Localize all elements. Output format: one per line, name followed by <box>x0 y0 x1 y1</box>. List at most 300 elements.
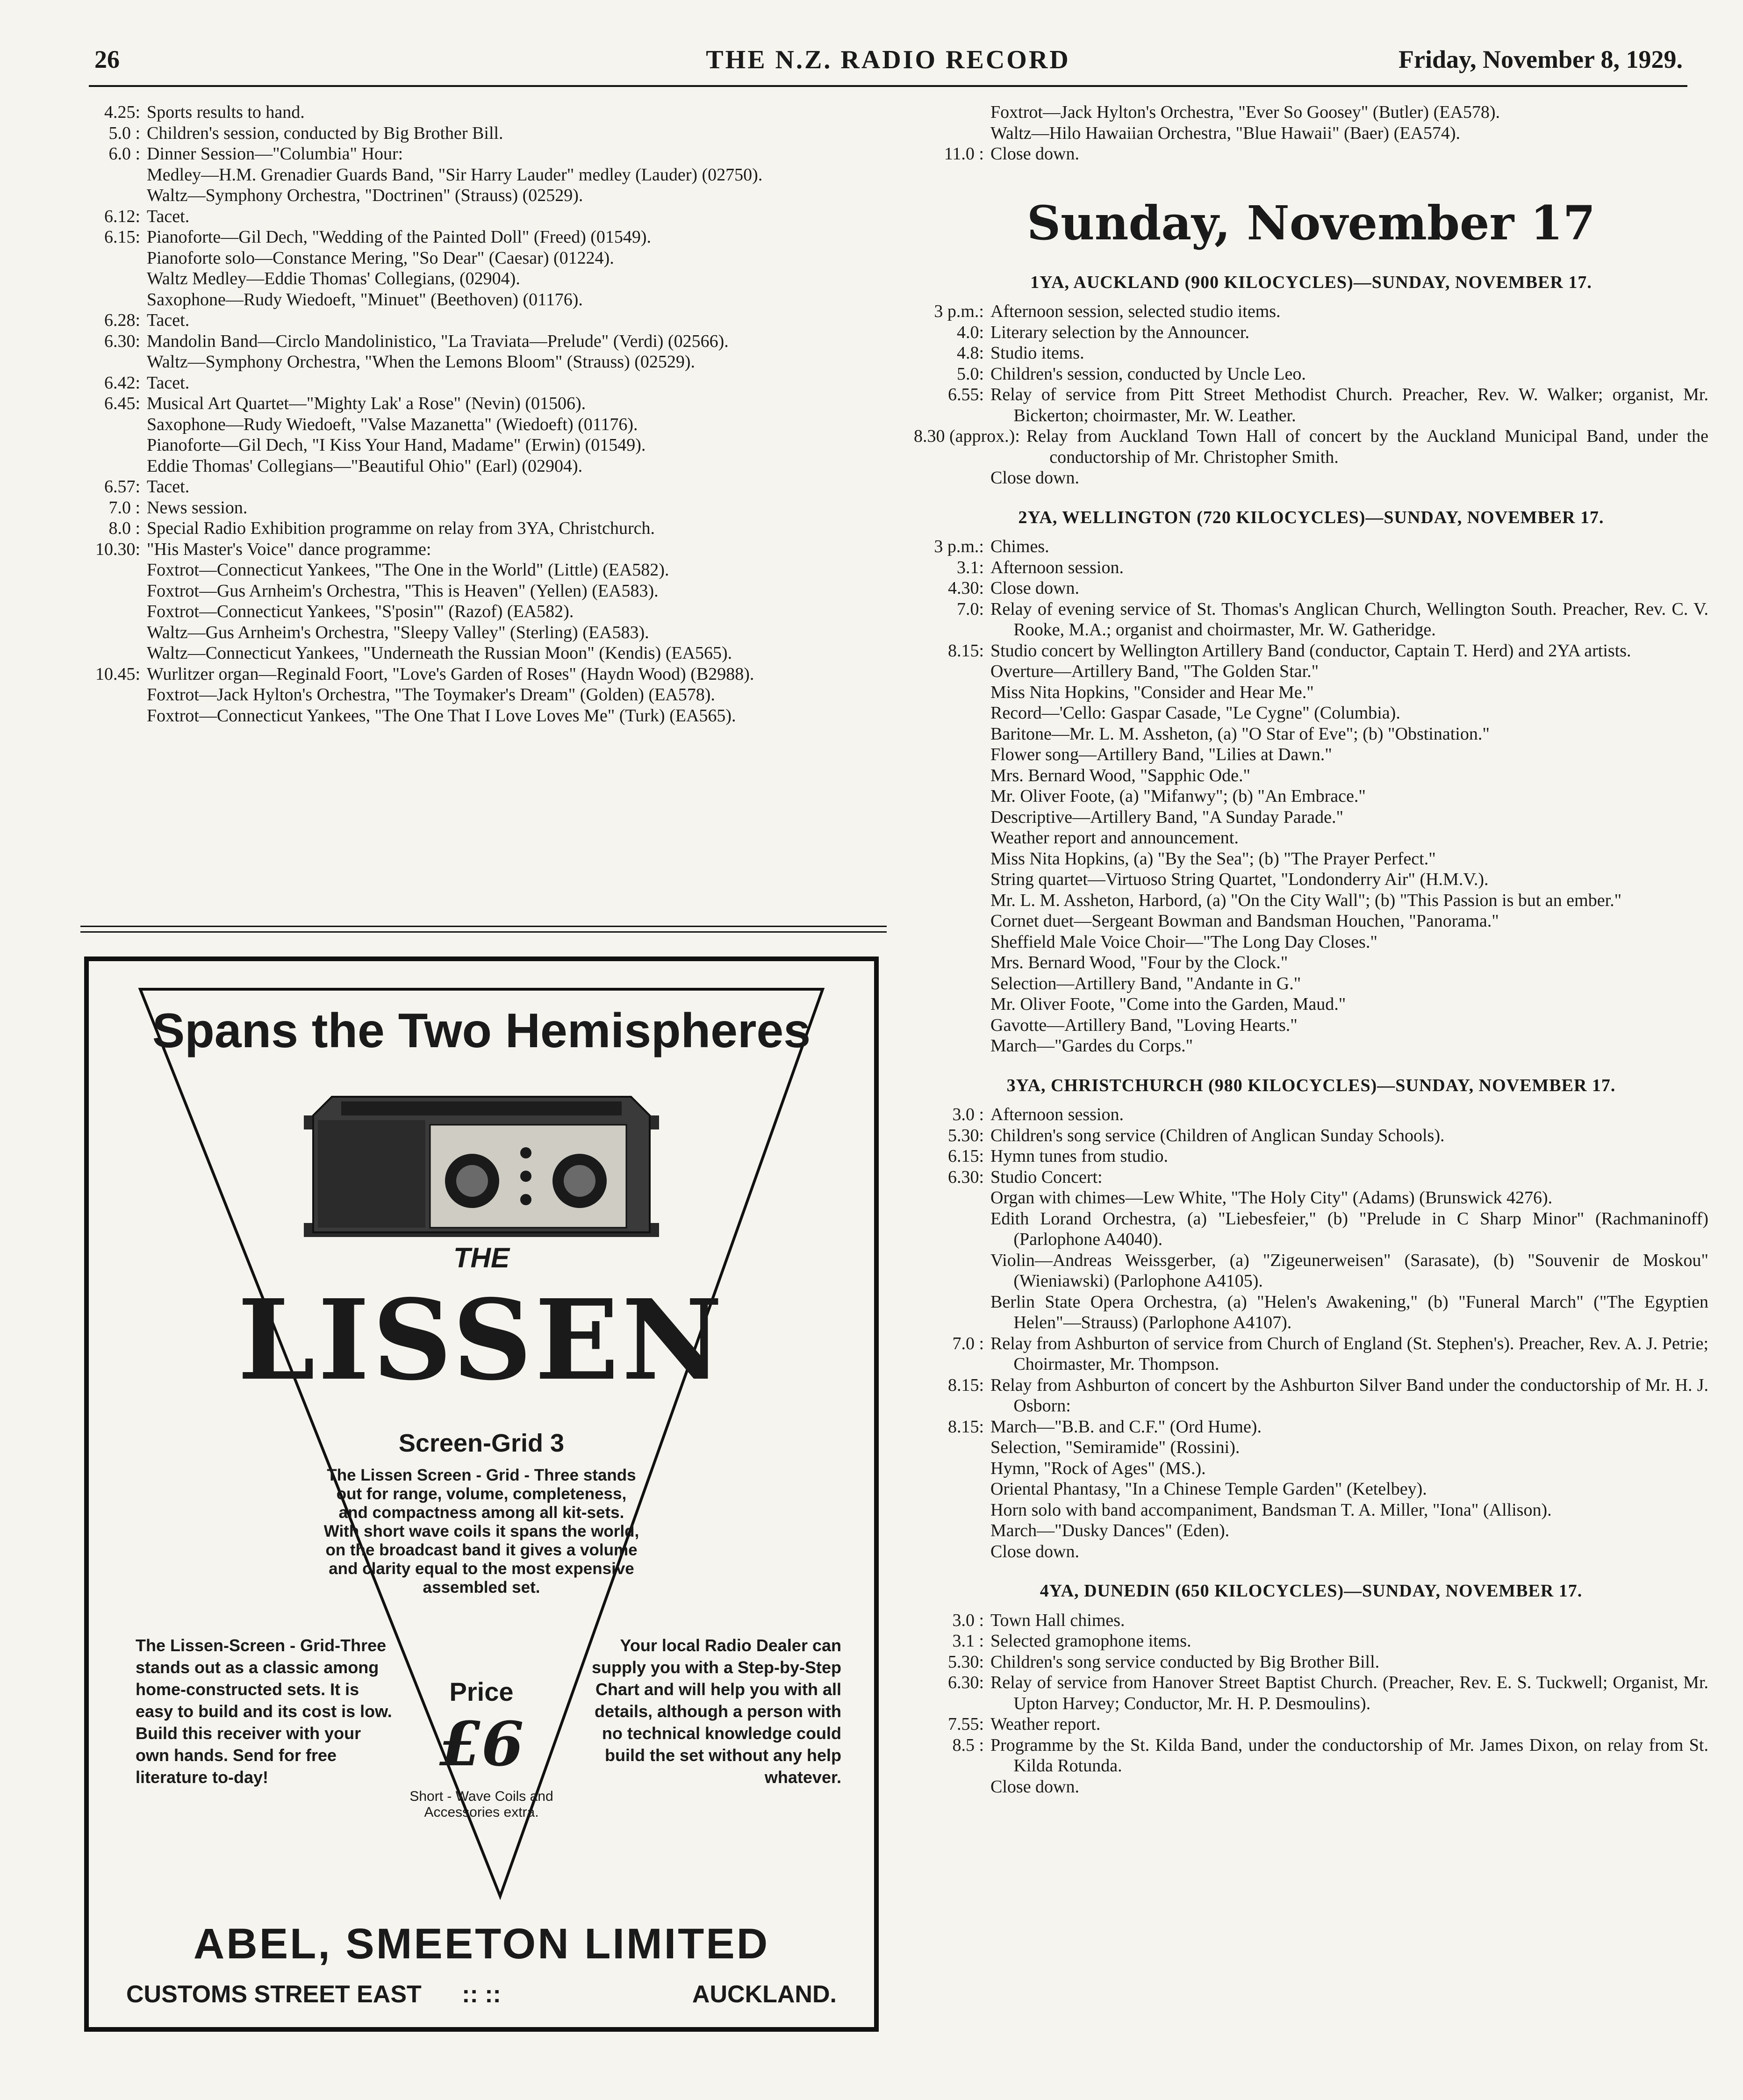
programme-entry <box>70 684 869 705</box>
entry-text: Pianoforte—Gil Dech, "Wedding of the Painted Doll" (Freed) (01549). <box>147 227 652 247</box>
programme-entry <box>914 426 1708 467</box>
entry-time <box>70 643 147 664</box>
entry-text: Waltz—Gus Arnheim's Orchestra, "Sleepy Valley" (Sterling) (EA583). <box>147 622 649 642</box>
programme-entry <box>914 744 1708 765</box>
entry-text: Tacet. <box>147 477 190 496</box>
entry-time <box>914 1437 990 1458</box>
entry-text: Flower song—Artillery Band, "Lilies at Dawn." <box>990 745 1332 764</box>
right-column-programme <box>914 102 1708 1797</box>
entry-time <box>914 1458 990 1479</box>
dealer-name: ABEL, SMEETON LIMITED <box>193 1920 770 1968</box>
entry-text: Close down. <box>990 578 1079 598</box>
price-label: Price <box>449 1677 514 1706</box>
programme-entry <box>914 1036 1708 1057</box>
programme-entry <box>70 227 869 248</box>
programme-entry <box>70 102 869 123</box>
entry-text: March—"Gardes du Corps." <box>990 1036 1193 1056</box>
entry-text: Relay of service from Pitt Street Methodist Church. Preacher, Rev. W. Walker; organist, Mr. Bickerton; choirmaster, Mr. W. Leather. <box>990 385 1708 425</box>
programme-entry <box>914 1333 1708 1375</box>
entry-time <box>914 952 990 973</box>
programme-entry <box>914 1015 1708 1036</box>
entry-time: 10.30: <box>95 539 140 559</box>
programme-entry <box>914 661 1708 682</box>
entry-time <box>914 1541 990 1562</box>
entry-time: 8.30 (approx.): <box>914 426 1020 446</box>
ad-center-copy: The Lissen Screen - Grid - Three stands out for range, volume, completeness, and compactness among all kit-sets. With short wave coils it spans the world, on the broadcast band it gives a volume and clarity equal to the most expensive assembled set. <box>323 1466 639 1597</box>
entry-time <box>70 248 147 269</box>
entry-text: Mrs. Bernard Wood, "Four by the Clock." <box>990 953 1288 972</box>
entry-text: Relay of evening service of St. Thomas's Anglican Church, Wellington South. Preacher, Rev. C. V. Rooke, M.A.; organist and choirmaster, Mr. W. Gatheridge. <box>990 599 1708 640</box>
entry-text: News session. <box>147 497 248 518</box>
entry-time <box>914 849 990 870</box>
entry-time: 3.1 : <box>952 1631 984 1651</box>
entry-text: Miss Nita Hopkins, "Consider and Hear Me." <box>990 682 1314 702</box>
entry-time <box>70 289 147 310</box>
entry-text: Close down. <box>990 468 1079 488</box>
entry-text: Saxophone—Rudy Wiedoeft, "Valse Mazanetta" (Wiedoeft) (01176). <box>147 414 638 434</box>
address-separator: :: :: <box>462 1981 501 2008</box>
programme-entry <box>914 973 1708 994</box>
entry-text: Foxtrot—Connecticut Yankees, "The One That I Love Loves Me" (Turk) (EA565). <box>147 705 736 726</box>
entry-time: 8.5 : <box>952 1735 984 1755</box>
programme-entry <box>914 952 1708 973</box>
entry-text: Mandolin Band—Circlo Mandolinistico, "La Traviata—Prelude" (Verdi) (02566). <box>147 331 729 351</box>
programme-entry <box>70 581 869 602</box>
entry-text: Foxtrot—Connecticut Yankees, "S'posin'" (Razof) (EA582). <box>147 602 574 621</box>
programme-entry <box>914 1541 1708 1562</box>
entry-text: Close down. <box>990 144 1079 164</box>
programme-entry <box>914 1520 1708 1541</box>
entry-time <box>914 1776 990 1798</box>
entry-text: Edith Lorand Orchestra, (a) "Liebesfeier," (b) "Prelude in C Sharp Minor" (Rachmaninoff) (Parlophone A4040). <box>990 1208 1708 1249</box>
entry-time: 5.30: <box>947 1125 984 1145</box>
entry-text: Mrs. Bernard Wood, "Sapphic Ode." <box>990 765 1251 785</box>
entry-text: Berlin State Opera Orchestra, (a) "Helen's Awakening," (b) "Funeral March" ("The Egyptien Helen"—Strauss) (Parlophone A4107). <box>990 1292 1708 1332</box>
programme-entry <box>70 352 869 373</box>
entry-text: Organ with chimes—Lew White, "The Holy City" (Adams) (Brunswick 4276). <box>990 1188 1553 1208</box>
programme-entry <box>914 557 1708 578</box>
ad-left-copy: The Lissen-Screen - Grid-Three stands out as a classic among home-constructed sets. It is easy to build and its cost is low. Build this receiver with your own hands. Send for free literature to-day! <box>136 1636 392 1787</box>
entry-text: Tacet. <box>147 373 190 393</box>
entry-time: 3 p.m.: <box>934 302 984 321</box>
entry-text: Descriptive—Artillery Band, "A Sunday Parade." <box>990 807 1343 827</box>
programme-entry <box>914 1479 1708 1500</box>
ad-headline: Spans the Two Hemispheres <box>152 1004 811 1058</box>
entry-text: Waltz—Connecticut Yankees, "Underneath the Russian Moon" (Kendis) (EA565). <box>147 643 732 663</box>
programme-entry <box>914 1672 1708 1714</box>
entry-time: 11.0 : <box>944 144 984 164</box>
entry-text: Tacet. <box>147 206 190 226</box>
entry-time: 8.15: <box>947 1375 984 1395</box>
programme-entry <box>70 310 869 331</box>
programme-entry <box>914 1375 1708 1417</box>
entry-time: 6.28: <box>104 310 140 330</box>
entry-time: 6.0 : <box>108 144 140 164</box>
day-heading: Sunday, November 17 <box>1026 195 1596 251</box>
programme-entry <box>914 578 1708 599</box>
price-value: £6 <box>439 1708 524 1780</box>
station-block <box>914 272 1708 489</box>
entry-time <box>914 1479 990 1500</box>
entry-time <box>914 661 990 682</box>
programme-entry <box>914 994 1708 1015</box>
entry-text: Horn solo with band accompaniment, Bandsman T. A. Miller, "Iona" (Allison). <box>990 1500 1552 1520</box>
station-heading: 1YA, AUCKLAND (900 KILOCYCLES)—SUNDAY, NOVEMBER 17. <box>1030 272 1592 292</box>
entry-text: Musical Art Quartet—"Mighty Lak' a Rose" (Nevin) (01506). <box>147 394 586 413</box>
entry-time: 4.8: <box>956 343 984 363</box>
programme-entry <box>70 248 869 269</box>
entry-text: Foxtrot—Connecticut Yankees, "The One in the World" (Little) (EA582). <box>147 560 669 580</box>
entry-time <box>914 1036 990 1057</box>
entry-text: String quartet—Virtuoso String Quartet, "Londonderry Air" (H.M.V.). <box>990 870 1489 889</box>
entry-text: Mr. L. M. Assheton, Harbord, (a) "On the City Wall"; (b) "This Passion is but an ember." <box>990 890 1622 910</box>
programme-entry <box>70 664 869 685</box>
entry-text: Children's song service (Children of Anglican Sunday Schools). <box>990 1125 1445 1145</box>
entry-text: Afternoon session, selected studio items. <box>990 302 1281 321</box>
entry-text: Gavotte—Artillery Band, "Loving Hearts." <box>990 1015 1298 1035</box>
entry-time: 7.0 : <box>108 497 140 518</box>
entry-text: Cornet duet—Sergeant Bowman and Bandsman Houchen, "Panorama." <box>990 911 1499 931</box>
entry-text: Waltz—Symphony Orchestra, "When the Lemons Bloom" (Strauss) (02529). <box>147 352 696 372</box>
entry-time <box>914 1500 990 1521</box>
entry-text: Selected gramophone items. <box>990 1631 1191 1651</box>
programme-entry <box>70 289 869 310</box>
entry-text: Wurlitzer organ—Reginald Foort, "Love's Garden of Roses" (Haydn Wood) (B2988). <box>147 664 754 684</box>
entry-time <box>914 911 990 932</box>
dealer-street: CUSTOMS STREET EAST <box>126 1981 422 2008</box>
ad-right-copy: Your local Radio Dealer can supply you with a Step-by-Step Chart and will help you with all details, although a person with no technical knowledge could build the set without any help whatever. <box>591 1636 841 1787</box>
station-block <box>914 507 1708 1057</box>
entry-text: Close down. <box>990 1541 1079 1561</box>
entry-time <box>914 932 990 953</box>
entry-text: Waltz Medley—Eddie Thomas' Collegians, (02904). <box>147 269 520 288</box>
programme-entry <box>70 643 869 664</box>
programme-entry <box>914 1167 1708 1188</box>
programme-entry <box>914 536 1708 557</box>
programme-entry <box>914 322 1708 343</box>
entry-text: Dinner Session—"Columbia" Hour: <box>147 144 403 164</box>
entry-text: Literary selection by the Announcer. <box>990 322 1249 342</box>
entry-time <box>70 622 147 643</box>
programme-entry <box>70 705 869 726</box>
entry-time: 3.0 : <box>952 1105 984 1124</box>
entry-time: 4.25: <box>104 102 140 122</box>
entry-time <box>914 123 990 144</box>
programme-entry <box>914 682 1708 703</box>
entry-text: Relay of service from Hanover Street Baptist Church. (Preacher, Rev. E. S. Tuckwell; Organist, Mr. Upton Harvey; Conductor, Mr. H. P. Desmoulins). <box>990 1673 1708 1713</box>
entry-time <box>914 827 990 849</box>
station-heading: 2YA, WELLINGTON (720 KILOCYCLES)—SUNDAY, NOVEMBER 17. <box>1018 507 1604 527</box>
programme-entry <box>914 599 1708 640</box>
entry-text: March—"B.B. and C.F." (Ord Hume). <box>990 1417 1262 1437</box>
programme-entry <box>70 476 869 497</box>
programme-entry <box>914 640 1708 662</box>
programme-entry <box>914 1292 1708 1333</box>
programme-entry <box>914 1250 1708 1292</box>
running-header <box>89 45 1687 82</box>
entry-text: Relay from Ashburton of service from Church of England (St. Stephen's). Preacher, Rev. A. J. Petrie; Choirmaster, Mr. Thompson. <box>990 1333 1708 1374</box>
entry-time: 8.15: <box>947 1417 984 1437</box>
programme-entry <box>70 456 869 477</box>
programme-entry <box>914 1208 1708 1250</box>
entry-time <box>914 1187 990 1208</box>
entry-time: 4.30: <box>947 578 984 598</box>
programme-entry <box>914 849 1708 870</box>
entry-time <box>914 869 990 890</box>
entry-text: Pianoforte solo—Constance Mering, "So Dear" (Caesar) (01224). <box>147 248 614 268</box>
entry-time: 6.55: <box>947 385 984 404</box>
programme-entry <box>914 890 1708 911</box>
dealer-city: AUCKLAND. <box>692 1981 837 2008</box>
programme-entry <box>914 765 1708 786</box>
entry-time <box>70 456 147 477</box>
entry-time: 6.30: <box>947 1167 984 1187</box>
programme-entry <box>914 724 1708 745</box>
entry-time <box>914 1250 990 1292</box>
entry-text: Studio items. <box>990 343 1084 363</box>
programme-entry <box>70 601 869 622</box>
entry-time <box>70 414 147 435</box>
entry-time: 3 p.m.: <box>934 537 984 556</box>
programme-entry <box>914 102 1708 123</box>
entry-time <box>914 973 990 994</box>
entry-time: 5.30: <box>947 1652 984 1672</box>
entry-time <box>914 786 990 807</box>
entry-time: 5.0: <box>956 364 984 384</box>
entry-time <box>914 703 990 724</box>
entry-text: Waltz—Hilo Hawaiian Orchestra, "Blue Hawaii" (Baer) (EA574). <box>990 123 1461 143</box>
programme-entry <box>70 435 869 456</box>
entry-text: Studio Concert: <box>990 1167 1103 1187</box>
entry-time <box>70 352 147 373</box>
entry-text: Selection—Artillery Band, "Andante in G." <box>990 973 1301 993</box>
entry-time <box>70 684 147 705</box>
programme-entry <box>914 786 1708 807</box>
entry-time: 8.15: <box>947 640 984 661</box>
programme-entry <box>914 1104 1708 1125</box>
station-block <box>914 1075 1708 1562</box>
programme-entry <box>914 144 1708 165</box>
programme-entry <box>914 1610 1708 1631</box>
entry-text: Miss Nita Hopkins, (a) "By the Sea"; (b) "The Prayer Perfect." <box>990 849 1436 869</box>
programme-entry <box>914 1125 1708 1146</box>
entry-text: Foxtrot—Jack Hylton's Orchestra, "The Toymaker's Dream" (Golden) (EA578). <box>147 685 715 705</box>
entry-time: 4.0: <box>956 322 984 342</box>
entry-time <box>914 682 990 703</box>
entry-text: Mr. Oliver Foote, (a) "Mifanwy"; (b) "An Embrace." <box>990 786 1366 806</box>
programme-entry <box>914 467 1708 489</box>
programme-entry <box>914 1735 1708 1776</box>
divider-rule <box>80 926 887 927</box>
programme-entry <box>70 560 869 581</box>
entry-time: 6.57: <box>104 477 140 496</box>
entry-text: Children's session, conducted by Big Brother Bill. <box>147 123 503 143</box>
programme-entry <box>70 414 869 435</box>
entry-text: Sheffield Male Voice Choir—"The Long Day Closes." <box>990 932 1377 952</box>
entry-time: 6.30: <box>104 331 140 351</box>
programme-entry <box>914 1652 1708 1673</box>
entry-time: 7.0: <box>956 599 984 619</box>
entry-text: Afternoon session. <box>990 1105 1124 1124</box>
entry-time <box>70 165 147 186</box>
programme-entry <box>914 301 1708 322</box>
programme-entry <box>914 703 1708 724</box>
entry-time <box>70 268 147 289</box>
entry-time <box>70 581 147 602</box>
entry-text: Weather report and announcement. <box>990 828 1239 848</box>
entry-time: 3.0 : <box>952 1610 984 1630</box>
entry-text: March—"Dusky Dances" (Eden). <box>990 1521 1230 1540</box>
programme-entry <box>914 343 1708 364</box>
programme-entry <box>70 539 869 560</box>
programme-entry <box>914 1146 1708 1167</box>
entry-time <box>914 1208 990 1250</box>
entry-time <box>914 1292 990 1333</box>
programme-entry <box>914 869 1708 890</box>
price-note: Short - Wave Coils and Accessories extra. <box>409 1789 553 1820</box>
programme-entry <box>914 1417 1708 1438</box>
entry-text: Record—'Cello: Gaspar Casade, "Le Cygne" (Columbia). <box>990 703 1400 723</box>
left-column-programme <box>70 102 869 726</box>
entry-time: 5.0 : <box>108 123 140 143</box>
entry-time <box>914 467 990 489</box>
entry-time: 7.0 : <box>952 1333 984 1353</box>
entry-text: Afternoon session. <box>990 557 1124 577</box>
entry-text: Foxtrot—Jack Hylton's Orchestra, "Ever So Goosey" (Butler) (EA578). <box>990 102 1500 122</box>
entry-text: Relay from Ashburton of concert by the Ashburton Silver Band under the conductorship of Mr. H. J. Osborn: <box>990 1375 1708 1416</box>
programme-entry <box>914 1631 1708 1652</box>
programme-entry <box>914 911 1708 932</box>
entry-text: Waltz—Symphony Orchestra, "Doctrinen" (Strauss) (02529). <box>147 186 583 205</box>
station-block <box>914 1581 1708 1797</box>
entry-text: Selection, "Semiramide" (Rossini). <box>990 1438 1240 1457</box>
entry-time: 6.12: <box>104 206 140 226</box>
programme-entry <box>914 1437 1708 1458</box>
entry-time <box>914 807 990 828</box>
entry-text: Foxtrot—Gus Arnheim's Orchestra, "This is Heaven" (Yellen) (EA583). <box>147 581 659 601</box>
entry-time: 6.45: <box>104 394 140 413</box>
programme-entry <box>914 1776 1708 1798</box>
programme-entry <box>70 144 869 165</box>
entry-text: Eddie Thomas' Collegians—"Beautiful Ohio" (Earl) (02904). <box>147 456 583 476</box>
entry-text: Mr. Oliver Foote, "Come into the Garden, Maud." <box>990 994 1346 1014</box>
entry-time: 7.55: <box>947 1714 984 1734</box>
entry-text: Oriental Phantasy, "In a Chinese Temple Garden" (Ketelbey). <box>990 1479 1427 1499</box>
entry-text: Pianoforte—Gil Dech, "I Kiss Your Hand, Madame" (Erwin) (01549). <box>147 435 646 455</box>
programme-entry <box>914 123 1708 144</box>
programme-entry <box>914 932 1708 953</box>
entry-text: Baritone—Mr. L. M. Assheton, (a) "O Star of Eve"; (b) "Obstination." <box>990 724 1490 744</box>
entry-time <box>914 102 990 123</box>
programme-entry <box>70 393 869 414</box>
programme-entry <box>70 123 869 144</box>
programme-entry <box>70 497 869 518</box>
entry-text: Hymn, "Rock of Ages" (MS.). <box>990 1458 1206 1478</box>
programme-entry <box>914 1714 1708 1735</box>
brand-logo: LISSEN <box>237 1275 725 1405</box>
entry-text: "His Master's Voice" dance programme: <box>147 539 431 559</box>
entry-time <box>70 705 147 726</box>
programme-entry <box>914 1500 1708 1521</box>
entry-time <box>914 890 990 911</box>
entry-time: 10.45: <box>95 664 140 684</box>
entry-text: Programme by the St. Kilda Band, under the conductorship of Mr. James Dixon, on relay from St. Kilda Rotunda. <box>990 1735 1708 1776</box>
entry-text: Sports results to hand. <box>147 102 305 122</box>
entry-time <box>914 744 990 765</box>
entry-time <box>914 994 990 1015</box>
programme-entry <box>914 1187 1708 1208</box>
entry-text: Medley—H.M. Grenadier Guards Band, "Sir Harry Lauder" medley (Lauder) (02750). <box>147 165 763 185</box>
entry-time <box>70 435 147 456</box>
programme-entry <box>70 622 869 643</box>
ad-the: THE <box>453 1242 509 1273</box>
programme-entry <box>70 373 869 394</box>
station-listings <box>914 272 1708 1798</box>
entry-time: 3.1: <box>956 557 984 577</box>
programme-entry <box>914 807 1708 828</box>
entry-text: Relay from Auckland Town Hall of concert by the Auckland Municipal Band, under the conductorship of Mr. Christopher Smith. <box>1026 426 1708 467</box>
publication-title: THE N.Z. RADIO RECORD <box>706 45 1070 74</box>
programme-entry <box>70 331 869 352</box>
entry-text: Town Hall chimes. <box>990 1610 1125 1630</box>
programme-entry <box>914 384 1708 426</box>
programme-entry <box>70 268 869 289</box>
programme-entry <box>70 165 869 186</box>
entry-time: 6.30: <box>947 1673 984 1692</box>
entry-text: Violin—Andreas Weissgerber, (a) "Zigeunerweisen" (Sarasate), (b) "Souvenir de Moskou" (Wieniawski) (Parlophone A4105). <box>990 1250 1708 1291</box>
header-rule <box>89 85 1687 87</box>
divider-rule <box>80 931 887 933</box>
entry-text: Children's session, conducted by Uncle Leo. <box>990 364 1306 384</box>
entry-time: 8.0 : <box>108 518 140 538</box>
programme-entry <box>70 518 869 539</box>
entry-text: Saxophone—Rudy Wiedoeft, "Minuet" (Beethoven) (01176). <box>147 289 583 309</box>
entry-text: Hymn tunes from studio. <box>990 1146 1168 1166</box>
issue-date: Friday, November 8, 1929. <box>1399 45 1683 73</box>
entry-time <box>914 765 990 786</box>
continued-programme <box>914 102 1708 165</box>
entry-text: Special Radio Exhibition programme on relay from 3YA, Christchurch. <box>147 518 655 538</box>
entry-time <box>914 1015 990 1036</box>
entry-time <box>70 185 147 206</box>
entry-text: Chimes. <box>990 537 1049 556</box>
entry-time <box>70 560 147 581</box>
entry-time <box>70 601 147 622</box>
station-heading: 4YA, DUNEDIN (650 KILOCYCLES)—SUNDAY, NOVEMBER 17. <box>1040 1581 1583 1601</box>
entry-text: Studio concert by Wellington Artillery Band (conductor, Captain T. Herd) and 2YA artists. <box>990 640 1631 661</box>
entry-time: 6.42: <box>104 373 140 393</box>
programme-entry <box>70 206 869 227</box>
entry-text: Overture—Artillery Band, "The Golden Star." <box>990 662 1319 681</box>
entry-time: 6.15: <box>104 227 140 247</box>
entry-time <box>914 724 990 745</box>
programme-entry <box>914 1458 1708 1479</box>
radio-set-illustration <box>304 1083 659 1260</box>
entry-time <box>914 1520 990 1541</box>
page-number: 26 <box>94 45 120 73</box>
lissen-advertisement <box>84 957 879 2032</box>
entry-text: Close down. <box>990 1776 1079 1797</box>
programme-entry <box>70 185 869 206</box>
entry-text: Weather report. <box>990 1714 1101 1734</box>
entry-text: Tacet. <box>147 310 190 330</box>
programme-entry <box>914 364 1708 385</box>
entry-text: Children's song service conducted by Big Brother Bill. <box>990 1652 1380 1672</box>
programme-entry <box>914 827 1708 849</box>
station-heading: 3YA, CHRISTCHURCH (980 KILOCYCLES)—SUNDAY, NOVEMBER 17. <box>1006 1075 1616 1095</box>
entry-time: 6.15: <box>947 1146 984 1166</box>
model-name: Screen-Grid 3 <box>398 1429 565 1457</box>
